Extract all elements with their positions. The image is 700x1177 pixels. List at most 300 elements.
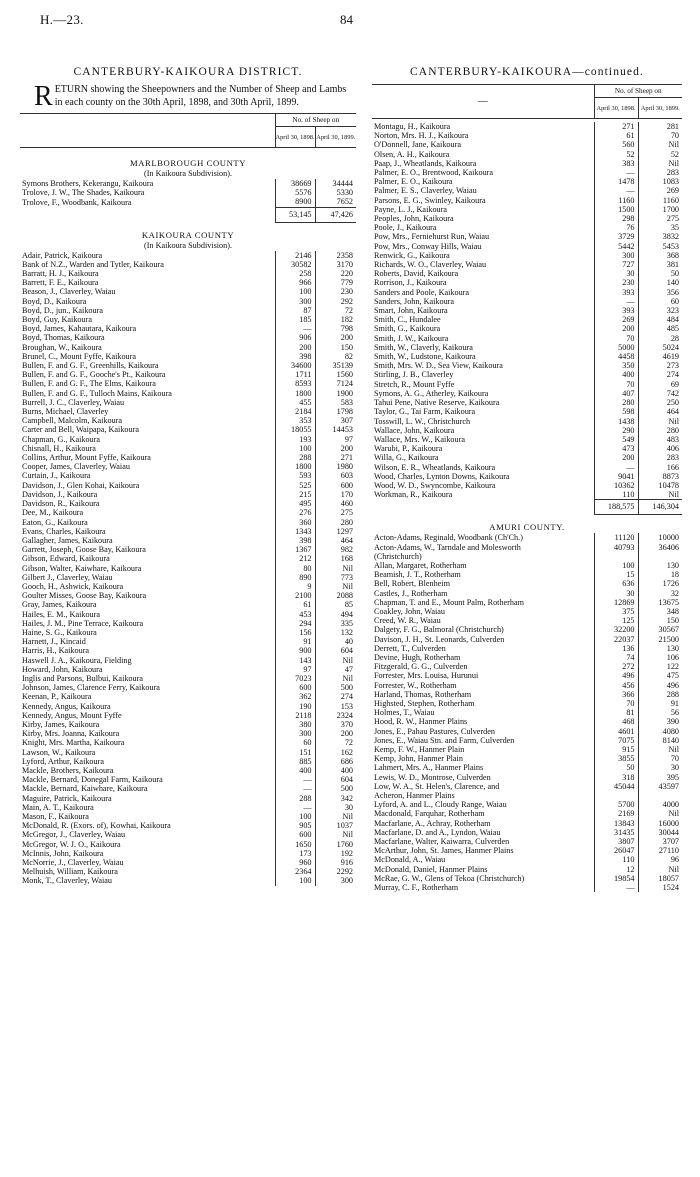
sheep-1898: 76 <box>594 223 638 232</box>
table-row <box>372 278 682 287</box>
sheep-1898: 525 <box>275 481 315 490</box>
table-row <box>372 426 682 435</box>
table-row <box>20 297 356 306</box>
sheep-1899: 475 <box>638 671 682 680</box>
owner-name: Collins, Arthur, Mount Fyffe, Kaikoura <box>22 453 151 463</box>
sheep-1899: 3707 <box>638 837 682 846</box>
sheep-1898: — <box>594 883 638 892</box>
table-row <box>20 453 356 462</box>
sheep-1899: 494 <box>315 610 356 619</box>
table-row <box>372 782 682 791</box>
sheep-1899: Nil <box>315 582 356 591</box>
sheep-1899: 274 <box>638 370 682 379</box>
owner-name: Paap, J., Wheatlands, Kaikoura <box>374 158 477 168</box>
owner-name: Symons Brothers, Kekerangu, Kaikoura <box>22 179 154 188</box>
sheep-1898: 900 <box>275 646 315 655</box>
owner-name: Gibson, Edward, Kaikoura <box>22 554 110 564</box>
table-row <box>372 232 682 241</box>
sheep-1898 <box>594 791 638 800</box>
sheep-1899: 395 <box>638 773 682 782</box>
owner-name: Bullen, F. and G. F., Greenhills, Kaikoura <box>22 361 159 371</box>
sheep-1898: — <box>275 775 315 784</box>
sheep-1898: 185 <box>275 315 315 324</box>
sheep-1899: 1900 <box>315 389 356 398</box>
owner-name: Jones, E., Waiau Stn. and Farm, Culverden <box>374 735 515 745</box>
right-column <box>372 34 682 892</box>
sheep-1899: 52 <box>638 150 682 159</box>
owner-name: Acton-Adams, W., Tarndale and Molesworth <box>374 542 521 552</box>
owner-name: Macfarlane, Walter, Kaiwarra, Culverden <box>374 837 510 847</box>
sheep-1898: 7075 <box>594 736 638 745</box>
sheep-1899: Nil <box>315 674 356 683</box>
table-row <box>20 674 356 683</box>
owner-name: Wilson, E. R., Wheatlands, Kaikoura <box>374 462 496 472</box>
sheep-1898: 375 <box>594 607 638 616</box>
owner-name: Inglis and Parsons, Bulbui, Kaikoura <box>22 673 143 683</box>
sheep-1898: 905 <box>275 821 315 830</box>
owner-name: Chisnall, H., Kaikoura <box>22 443 96 453</box>
sheep-1899: 28 <box>638 334 682 343</box>
sheep-1899: 150 <box>638 616 682 625</box>
owner-name: Kirby, James, Kaikoura <box>22 719 100 729</box>
sheep-1898: 468 <box>594 717 638 726</box>
sheep-1899: 70 <box>638 754 682 763</box>
sheep-1898: 40793 <box>594 543 638 552</box>
owner-name: Acheron, Hanmer Plains <box>374 791 455 801</box>
owner-name: Gooch, H., Ashwick, Kaikoura <box>22 581 124 591</box>
table-row <box>20 867 356 876</box>
table-row <box>20 849 356 858</box>
sheep-1898: — <box>594 186 638 195</box>
page-number: 84 <box>340 12 353 27</box>
table-row <box>20 876 356 885</box>
sheep-1899: 603 <box>315 471 356 480</box>
table-row <box>372 205 682 214</box>
owner-name: Lyford, A. and L., Cloudy Range, Waiau <box>374 800 507 810</box>
sheep-1899: 342 <box>315 794 356 803</box>
sheep-1898: 61 <box>594 131 638 140</box>
owner-name: Gray, James, Kaikoura <box>22 600 97 610</box>
table-row <box>20 554 356 563</box>
sheep-1898: 360 <box>275 518 315 527</box>
sheep-1898: 960 <box>275 858 315 867</box>
table-row <box>372 150 682 159</box>
table-row <box>20 766 356 775</box>
owner-name: Macdonald, Farquhar, Rotherham <box>374 809 485 819</box>
sheep-1899: 288 <box>638 690 682 699</box>
sheep-1898: — <box>275 784 315 793</box>
table-row <box>372 745 682 754</box>
sheep-1899: 8140 <box>638 736 682 745</box>
sheep-1898: 280 <box>594 398 638 407</box>
sheep-1899: 91 <box>638 699 682 708</box>
table-row <box>372 159 682 168</box>
sheep-1898: 32200 <box>594 625 638 634</box>
owner-name: Melhuish, William, Kaikoura <box>22 867 118 877</box>
owner-name: Gibson, Walter, Kaiwhare, Kaikoura <box>22 563 142 573</box>
sheep-1898: 5576 <box>275 188 315 197</box>
sheep-1899: 130 <box>638 644 682 653</box>
owner-name: McDonald, R. (Exors. of), Kowhai, Kaikoura <box>22 821 171 831</box>
sheep-1898: — <box>594 297 638 306</box>
sheep-1899: 170 <box>315 490 356 499</box>
table-row <box>372 269 682 278</box>
sheep-1898: 350 <box>594 361 638 370</box>
table-row <box>20 729 356 738</box>
table-row <box>372 453 682 462</box>
sheep-1899: 47 <box>315 665 356 674</box>
sheep-1898: 456 <box>594 681 638 690</box>
table-row <box>20 287 356 296</box>
sheep-1899 <box>638 552 682 561</box>
owner-name: Lewis, W. D., Montrose, Culverden <box>374 772 491 782</box>
sheep-1899: 56 <box>638 708 682 717</box>
sheep-1899: 798 <box>315 324 356 333</box>
table-row <box>372 490 682 500</box>
column-header-1899: April 30, 1899. <box>315 127 356 148</box>
table-row <box>372 417 682 426</box>
owner-name: Evans, Charles, Kaikoura <box>22 526 106 536</box>
sheep-1898: 151 <box>275 748 315 757</box>
sheep-1899: 5453 <box>638 242 682 251</box>
sheep-1899: 14453 <box>315 425 356 434</box>
sheep-1899: 192 <box>315 849 356 858</box>
owner-name: Macfarlane, D. and A., Lyndon, Waiau <box>374 827 501 837</box>
owner-name: Castles, J., Rotherham <box>374 588 448 598</box>
sheep-1898: 200 <box>275 343 315 352</box>
sheep-1898: 100 <box>275 876 315 885</box>
sheep-1898: 453 <box>275 610 315 619</box>
sheep-1899: Nil <box>638 865 682 874</box>
table-row <box>372 625 682 634</box>
owner-name: Devine, Hugh, Rotherham <box>374 652 461 662</box>
table-row <box>372 819 682 828</box>
table-row <box>20 564 356 573</box>
sheep-1899: Nil <box>638 490 682 500</box>
county-heading: KAIKOURA COUNTY <box>141 229 235 240</box>
sheep-1898: — <box>594 168 638 177</box>
sheep-1899: 280 <box>638 426 682 435</box>
sheep-1898: 915 <box>594 745 638 754</box>
owner-name: Mackle, Brothers, Kaikoura <box>22 765 114 775</box>
sheep-1898: 87 <box>275 306 315 315</box>
sheep-1898: 400 <box>275 766 315 775</box>
sheep-1898: 50 <box>594 763 638 772</box>
table-row <box>372 579 682 588</box>
owner-name: Broughan, W., Kaikoura <box>22 342 102 352</box>
table-row <box>20 379 356 388</box>
owner-name: Barratt, H. J., Kaikoura <box>22 269 99 279</box>
table-row <box>20 306 356 315</box>
sheep-1898: 290 <box>594 426 638 435</box>
sheep-1898: 5700 <box>594 800 638 809</box>
table-row <box>20 425 356 434</box>
sheep-1899: 323 <box>638 306 682 315</box>
owner-name: Palmer, E. O., Brentwood, Kaikoura <box>374 168 494 178</box>
owner-name: Bullen, F. and G. F., Gooche's Pt., Kaikoura <box>22 370 166 380</box>
table-row <box>20 858 356 867</box>
total-row <box>20 207 356 222</box>
table-row <box>372 407 682 416</box>
sheep-1898: 288 <box>275 794 315 803</box>
sheep-1899: 43597 <box>638 782 682 791</box>
owner-name: McNorrie, J., Claverley, Waiau <box>22 858 124 868</box>
table-row <box>20 471 356 480</box>
sheep-1899: 30 <box>638 763 682 772</box>
owner-name: Holmes, T., Waiau <box>374 708 435 718</box>
sheep-1898: 1160 <box>594 196 638 205</box>
table-row <box>372 681 682 690</box>
table-row <box>20 692 356 701</box>
table-row <box>372 865 682 874</box>
owner-name: Palmer, E. O., Kaikoura <box>374 177 453 187</box>
sheep-1899: 97 <box>315 435 356 444</box>
sheep-1898: 593 <box>275 471 315 480</box>
sheep-1898: 110 <box>594 855 638 864</box>
owner-name: Chapman, T. and E., Mount Palm, Rotherham <box>374 597 525 607</box>
sheep-1899: 283 <box>638 453 682 462</box>
sheep-1898: 271 <box>594 122 638 131</box>
table-row <box>20 324 356 333</box>
return-intro <box>20 81 356 112</box>
owner-name: Haswell J. A., Kaikoura, Fielding <box>22 655 132 665</box>
sheep-1898: 727 <box>594 260 638 269</box>
sheep-1899: 166 <box>638 463 682 472</box>
sheep-1898: 393 <box>594 306 638 315</box>
table-row <box>372 552 682 561</box>
sheep-1899: 85 <box>315 600 356 609</box>
sheep-1899: Nil <box>315 564 356 573</box>
table-row <box>20 610 356 619</box>
owner-name: Monk, T., Claverley, Waiau <box>22 876 112 886</box>
sheep-1899: 464 <box>315 536 356 545</box>
total-1898: 188,575 <box>594 500 638 515</box>
sheep-1899: 283 <box>638 168 682 177</box>
owner-name: Hailes, E. M., Kaikoura <box>22 609 100 619</box>
owner-name: Bullen, F. and G. F., Tulloch Mains, Kaikoura <box>22 388 172 398</box>
sheep-1898: 4601 <box>594 727 638 736</box>
table-row <box>372 708 682 717</box>
owner-name: Haine, S. G., Kaikoura <box>22 627 97 637</box>
sheep-1899: 335 <box>315 619 356 628</box>
owner-name: Hood, R. W., Hanmer Plains <box>374 717 468 727</box>
sheep-1898: 272 <box>594 662 638 671</box>
sheep-1898: 8593 <box>275 379 315 388</box>
owner-name: Harland, Thomas, Rotherham <box>374 689 472 699</box>
table-row <box>372 607 682 616</box>
sheep-1898: 398 <box>275 352 315 361</box>
sheep-1898: 38669 <box>275 179 315 188</box>
owner-name: Davidson, J., Glen Kohai, Kaikoura <box>22 480 140 490</box>
sheep-1899: 2292 <box>315 867 356 876</box>
sheep-1899: 400 <box>315 766 356 775</box>
table-row <box>20 830 356 839</box>
table-row <box>20 840 356 849</box>
sheep-1899: 1726 <box>638 579 682 588</box>
sheep-1898: 91 <box>275 637 315 646</box>
owner-name: Campbell, Malcolm, Kaikoura <box>22 416 123 426</box>
table-row <box>372 251 682 260</box>
table-row <box>372 370 682 379</box>
sheep-1898: 230 <box>594 278 638 287</box>
owner-name: Burrell, J. C., Claverley, Waiau <box>22 397 125 407</box>
table-row <box>372 324 682 333</box>
table-row <box>20 527 356 536</box>
sheep-1898: 190 <box>275 702 315 711</box>
column-header-1898: April 30, 1898. <box>594 98 638 119</box>
county-heading: AMURI COUNTY. <box>489 522 565 533</box>
table-row <box>20 499 356 508</box>
sheep-1899: Nil <box>638 140 682 149</box>
table-row <box>372 168 682 177</box>
sheep-1898: 353 <box>275 416 315 425</box>
sheep-1898: 258 <box>275 269 315 278</box>
sheep-1899: 230 <box>315 287 356 296</box>
owner-name: Cooper, James, Claverley, Waiau <box>22 462 130 472</box>
sheep-1898: 8900 <box>275 197 315 207</box>
owner-name: Wood, Charles, Lynton Downs, Kaikoura <box>374 471 510 481</box>
sheep-1898: 1800 <box>275 462 315 471</box>
sheep-1898: 636 <box>594 579 638 588</box>
table-row <box>372 398 682 407</box>
owner-name: Kennedy, Angus, Mount Fyffe <box>22 710 122 720</box>
owner-name: McArthur, John, St. James, Hanmer Plains <box>374 846 514 856</box>
sheep-1899: 1524 <box>638 883 682 892</box>
owner-name: Curtain, J., Kaikoura <box>22 471 91 481</box>
sheep-1898: 70 <box>594 334 638 343</box>
sheep-1898: 3855 <box>594 754 638 763</box>
sheep-1899: 150 <box>315 343 356 352</box>
sheep-1898: 31435 <box>594 828 638 837</box>
sheep-1899: 130 <box>638 561 682 570</box>
sheep-1898: 455 <box>275 398 315 407</box>
table-row <box>372 800 682 809</box>
table-row <box>372 214 682 223</box>
sheep-1898: 598 <box>594 407 638 416</box>
sheep-1898: 215 <box>275 490 315 499</box>
owner-name: Peoples, John, Kaikoura <box>374 214 454 224</box>
sheep-1899: 1760 <box>315 840 356 849</box>
owner-name: Symons, A. G., Atherley, Kaikoura <box>374 388 489 398</box>
table-row <box>372 662 682 671</box>
sheep-1899: 348 <box>638 607 682 616</box>
table-row <box>20 462 356 471</box>
header-dash: — <box>477 95 488 107</box>
owner-name: Coakley, John, Waiau <box>374 606 445 616</box>
sheep-1898: 1367 <box>275 545 315 554</box>
sheep-1899: 27110 <box>638 846 682 855</box>
sheep-1898: 193 <box>275 435 315 444</box>
column-group-header: No. of Sheep on <box>275 114 356 127</box>
owner-name: Parsons, E. G., Swinley, Kaikoura <box>374 195 486 205</box>
drop-cap: R <box>34 81 53 112</box>
sheep-1898: 9 <box>275 582 315 591</box>
owner-name: Trolove, F., Woodbank, Kaikoura <box>22 197 132 207</box>
table-row <box>20 536 356 545</box>
sheep-1899: 1560 <box>315 370 356 379</box>
sheep-1898: 3729 <box>594 232 638 241</box>
sheep-1898: 549 <box>594 435 638 444</box>
sheep-1899: 8873 <box>638 472 682 481</box>
sheep-1898 <box>594 552 638 561</box>
sheep-1898: 173 <box>275 849 315 858</box>
sheep-1898: 600 <box>275 683 315 692</box>
sheep-1898: — <box>594 463 638 472</box>
sheep-1899: 32 <box>638 589 682 598</box>
sheep-1898: 4458 <box>594 352 638 361</box>
sheep-1898: 30 <box>594 269 638 278</box>
sheep-1899: 381 <box>638 260 682 269</box>
sheep-1898: 966 <box>275 278 315 287</box>
sheep-1899: 2324 <box>315 711 356 720</box>
table-row <box>20 545 356 554</box>
sheep-1898: 5442 <box>594 242 638 251</box>
owner-name: Harris, H., Kaikoura <box>22 646 90 656</box>
table-row <box>372 690 682 699</box>
sheep-1898: 400 <box>594 370 638 379</box>
owner-name: Wood, W. D., Swyncombe, Kaikoura <box>374 480 496 490</box>
table-row <box>20 711 356 720</box>
sheep-1899: 153 <box>315 702 356 711</box>
table-row <box>372 543 682 552</box>
table-row <box>20 179 356 188</box>
table-row <box>372 763 682 772</box>
owner-name: McDonald, A., Waiau <box>374 855 446 865</box>
table-row <box>20 444 356 453</box>
owner-name: Goulter Misses, Goose Bay, Kaikoura <box>22 591 147 601</box>
sheep-1898: 30 <box>594 589 638 598</box>
table-row <box>372 435 682 444</box>
owner-name: Forrester, Mrs. Louisa, Hurunui <box>374 671 479 681</box>
table-row <box>372 644 682 653</box>
table-row <box>20 407 356 416</box>
sheep-1898: 100 <box>275 287 315 296</box>
sheep-1898: 97 <box>275 665 315 674</box>
table-row <box>20 683 356 692</box>
district-title: CANTERBURY-KAIKOURA DISTRICT. <box>73 66 303 78</box>
sheep-1899: Nil <box>315 830 356 839</box>
sheep-1899: 1798 <box>315 407 356 416</box>
sheep-1898: 300 <box>594 251 638 260</box>
county-heading-row <box>20 222 356 241</box>
right-owners-table <box>372 122 682 892</box>
sheep-1898: 2118 <box>275 711 315 720</box>
owner-name: Highsted, Stephen, Rotherham <box>374 698 475 708</box>
owner-name: Warubi, P., Kaikoura <box>374 444 443 454</box>
sheep-1899: 7652 <box>315 197 356 207</box>
sheep-1898: 318 <box>594 773 638 782</box>
table-row <box>372 260 682 269</box>
subdivision-note-row <box>20 169 356 179</box>
owner-name: Olsen, A. H., Kaikoura <box>374 149 450 159</box>
sheep-1898: 34600 <box>275 361 315 370</box>
owner-name: Maguire, Patrick, Kaikoura <box>22 793 112 803</box>
table-row <box>20 720 356 729</box>
sheep-1898: 110 <box>594 490 638 500</box>
sheep-1899: 390 <box>638 717 682 726</box>
sheep-1899: 30567 <box>638 625 682 634</box>
sheep-1899: 368 <box>638 251 682 260</box>
owner-name: Smith, G., Kaikoura <box>374 324 441 334</box>
sheep-1898: 15 <box>594 570 638 579</box>
owner-name: Boyd, James, Kahautara, Kaikoura <box>22 324 137 334</box>
sheep-1898: 26047 <box>594 846 638 855</box>
owner-name: Norton, Mrs. H. J., Kaikoura <box>374 131 469 141</box>
owner-name: Smith, W., Claverly, Kaikoura <box>374 342 473 352</box>
owner-name: Fitzgerald, G. G., Culverden <box>374 662 468 672</box>
sheep-1899: 34444 <box>315 179 356 188</box>
table-row <box>372 828 682 837</box>
